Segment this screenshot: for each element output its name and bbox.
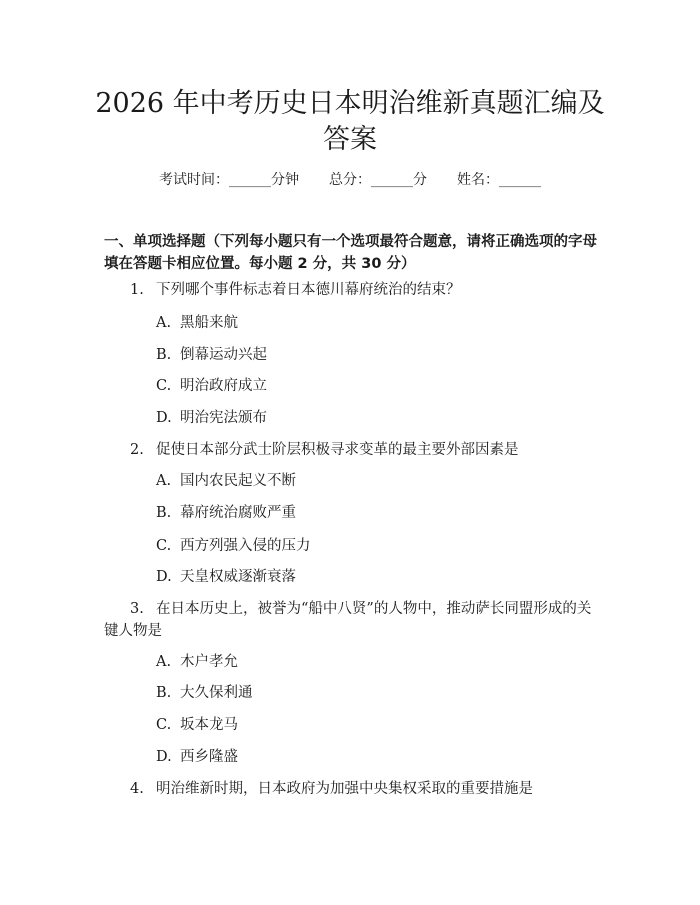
option-letter: B.	[156, 347, 172, 363]
option-text: 大久保利通	[180, 685, 253, 701]
question-text: 促使日本部分武士阶层积极寻求变革的最主要外部因素是	[156, 442, 519, 458]
option-letter: C.	[156, 538, 172, 554]
question-4	[104, 778, 604, 800]
question-3	[104, 598, 604, 642]
student-name-field: 姓名：______	[457, 172, 541, 188]
section-heading: 一、单项选择题（下列每小题只有一个选项最符合题意，请将正确选项的字母填在答题卡相应位置。每小题 2 分，共 30 分）	[104, 234, 597, 272]
question-text: 明治维新时期，日本政府为加强中央集权采取的重要措施是	[156, 781, 533, 797]
option-text: 倒幕运动兴起	[180, 347, 267, 363]
option-text: 西方列强入侵的压力	[180, 538, 311, 554]
option-text: 明治政府成立	[180, 378, 267, 394]
option-2b	[156, 502, 296, 524]
option-letter: D.	[156, 749, 172, 765]
option-letter: C.	[156, 378, 172, 394]
option-letter: A.	[156, 315, 172, 331]
option-letter: B.	[156, 685, 172, 701]
question-number: 4.	[130, 781, 144, 797]
question-number: 1.	[130, 282, 144, 298]
option-text: 黑船来航	[180, 315, 238, 331]
page-title: 2026 年中考历史日本明治维新真题汇编及答案	[95, 88, 605, 155]
option-letter: A.	[156, 473, 172, 489]
option-letter: D.	[156, 569, 172, 585]
option-3d	[156, 746, 238, 768]
option-3a	[156, 651, 238, 673]
option-text: 明治宪法颁布	[180, 410, 267, 426]
option-1d	[156, 407, 267, 429]
option-text: 木户孝允	[180, 654, 238, 670]
option-1b	[156, 344, 267, 366]
question-1	[104, 279, 604, 301]
exam-meta	[0, 170, 700, 190]
option-text: 天皇权威逐渐衰落	[180, 569, 296, 585]
total-score-field: 总分：______分	[329, 172, 427, 188]
question-2	[104, 439, 604, 461]
option-2a	[156, 470, 296, 492]
option-3c	[156, 714, 238, 736]
option-letter: C.	[156, 717, 172, 733]
exam-time-field: 考试时间：______分钟	[159, 172, 299, 188]
option-text: 幕府统治腐败严重	[180, 505, 296, 521]
option-1c	[156, 375, 267, 397]
question-text: 下列哪个事件标志着日本德川幕府统治的结束？	[156, 282, 461, 298]
option-text: 西乡隆盛	[180, 749, 238, 765]
option-letter: B.	[156, 505, 172, 521]
option-text: 国内农民起义不断	[180, 473, 296, 489]
option-letter: A.	[156, 654, 172, 670]
option-1a	[156, 312, 238, 334]
option-2c	[156, 535, 311, 557]
option-2d	[156, 566, 296, 588]
option-letter: D.	[156, 410, 172, 426]
question-number: 2.	[130, 442, 144, 458]
question-number: 3.	[130, 601, 144, 617]
option-3b	[156, 682, 253, 704]
option-text: 坂本龙马	[180, 717, 238, 733]
question-text: 在日本历史上，被誉为“船中八贤”的人物中，推动萨长同盟形成的关键人物是	[104, 601, 592, 639]
